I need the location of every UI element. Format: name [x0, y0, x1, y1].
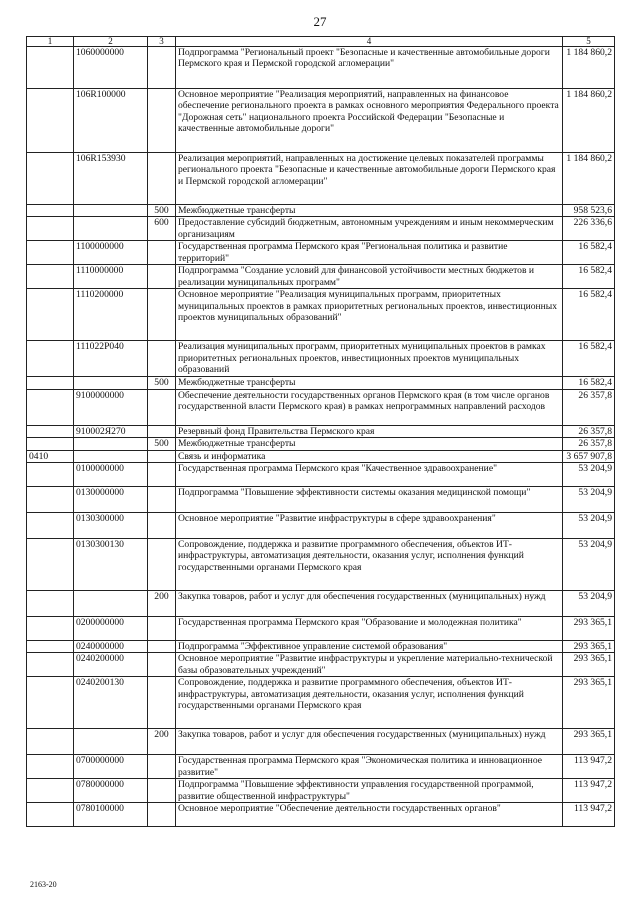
expense-type-cell — [148, 617, 176, 641]
target-article-cell: 1110000000 — [74, 265, 148, 289]
section-code-cell — [27, 47, 74, 89]
target-article-cell — [74, 205, 148, 217]
section-code-cell — [27, 617, 74, 641]
table-row — [27, 729, 615, 755]
target-article-cell — [74, 729, 148, 755]
description-cell: Подпрограмма "Эффективное управление системой образования" — [176, 641, 563, 653]
description-cell: Реализация мероприятий, направленных на достижение целевых показателей программы регионального проекта "Безопасные и качественные автомобильные дороги Пермского края и Пермской городской агломерации" — [176, 153, 563, 205]
section-code-cell — [27, 289, 74, 341]
amount-cell: 958 523,6 — [563, 205, 615, 217]
table-row — [27, 463, 615, 487]
table-row — [27, 153, 615, 205]
table-row — [27, 641, 615, 653]
column-header: 4 — [176, 37, 563, 47]
description-cell: Государственная программа Пермского края "Качественное здравоохранение" — [176, 463, 563, 487]
table-row — [27, 450, 615, 462]
section-code-cell — [27, 153, 74, 205]
expense-type-cell: 500 — [148, 377, 176, 389]
amount-cell: 26 357,8 — [563, 389, 615, 425]
description-cell: Государственная программа Пермского края "Региональная политика и развитие территорий" — [176, 241, 563, 265]
column-header: 2 — [74, 37, 148, 47]
amount-cell: 293 365,1 — [563, 677, 615, 729]
section-code-cell — [27, 205, 74, 217]
table-row — [27, 217, 615, 241]
expense-type-cell: 200 — [148, 729, 176, 755]
budget-table — [26, 36, 615, 827]
table-row — [27, 241, 615, 265]
expense-type-cell — [148, 513, 176, 539]
amount-cell: 293 365,1 — [563, 617, 615, 641]
section-code-cell — [27, 653, 74, 677]
description-cell: Закупка товаров, работ и услуг для обеспечения государственных (муниципальных) нужд — [176, 729, 563, 755]
description-cell: Государственная программа Пермского края "Образование и молодежная политика" — [176, 617, 563, 641]
table-header-row — [27, 37, 615, 47]
description-cell: Сопровождение, поддержка и развитие программного обеспечения, объектов ИТ-инфраструктуры, автоматизация деятельности, оказания услуг, исполнения функций государственными органами Пермского края — [176, 677, 563, 729]
target-article-cell: 1110200000 — [74, 289, 148, 341]
table-row — [27, 265, 615, 289]
amount-cell: 16 582,4 — [563, 265, 615, 289]
expense-type-cell — [148, 425, 176, 437]
section-code-cell — [27, 425, 74, 437]
expense-type-cell — [148, 47, 176, 89]
expense-type-cell: 500 — [148, 205, 176, 217]
section-code-cell: 0410 — [27, 450, 74, 462]
target-article-cell: 0130300130 — [74, 539, 148, 591]
target-article-cell — [74, 217, 148, 241]
amount-cell: 1 184 860,2 — [563, 47, 615, 89]
expense-type-cell — [148, 677, 176, 729]
table-row — [27, 653, 615, 677]
target-article-cell — [74, 377, 148, 389]
table-row — [27, 389, 615, 425]
description-cell: Основное мероприятие "Развитие инфраструктуры и укрепление материально-технической базы образовательных учреждений" — [176, 653, 563, 677]
description-cell: Подпрограмма "Создание условий для финансовой устойчивости местных бюджетов и реализации муниципальных программ" — [176, 265, 563, 289]
section-code-cell — [27, 89, 74, 153]
amount-cell: 26 357,8 — [563, 425, 615, 437]
amount-cell: 53 204,9 — [563, 487, 615, 513]
target-article-cell: 0780100000 — [74, 803, 148, 827]
description-cell: Подпрограмма "Региональный проект "Безопасные и качественные автомобильные дороги Пермского края и Пермской городской агломерации" — [176, 47, 563, 89]
table-body — [27, 47, 615, 827]
target-article-cell — [74, 591, 148, 617]
section-code-cell — [27, 513, 74, 539]
section-code-cell — [27, 377, 74, 389]
expense-type-cell — [148, 153, 176, 205]
section-code-cell — [27, 265, 74, 289]
target-article-cell: 0100000000 — [74, 463, 148, 487]
target-article-cell: 0700000000 — [74, 755, 148, 779]
section-code-cell — [27, 755, 74, 779]
target-article-cell: 0240200130 — [74, 677, 148, 729]
expense-type-cell: 600 — [148, 217, 176, 241]
section-code-cell — [27, 487, 74, 513]
section-code-cell — [27, 217, 74, 241]
expense-type-cell — [148, 289, 176, 341]
description-cell: Сопровождение, поддержка и развитие программного обеспечения, объектов ИТ-инфраструктуры, автоматизация деятельности, оказания услуг, исполнения функций государственными органами Пермского края — [176, 539, 563, 591]
description-cell: Закупка товаров, работ и услуг для обеспечения государственных (муниципальных) нужд — [176, 591, 563, 617]
amount-cell: 1 184 860,2 — [563, 89, 615, 153]
target-article-cell: 106R153930 — [74, 153, 148, 205]
description-cell: Основное мероприятие "Реализация муниципальных программ, приоритетных муниципальных проектов в рамках приоритетных региональных проектов, инвестиционных проектов муниципальных образований" — [176, 289, 563, 341]
amount-cell: 16 582,4 — [563, 377, 615, 389]
section-code-cell — [27, 438, 74, 450]
target-article-cell — [74, 450, 148, 462]
amount-cell: 53 204,9 — [563, 513, 615, 539]
target-article-cell: 0130000000 — [74, 487, 148, 513]
table-row — [27, 341, 615, 377]
expense-type-cell — [148, 341, 176, 377]
table-row — [27, 487, 615, 513]
expense-type-cell — [148, 653, 176, 677]
amount-cell: 16 582,4 — [563, 241, 615, 265]
amount-cell: 113 947,2 — [563, 803, 615, 827]
amount-cell: 53 204,9 — [563, 463, 615, 487]
table-row — [27, 89, 615, 153]
target-article-cell: 910002Я270 — [74, 425, 148, 437]
column-header: 1 — [27, 37, 74, 47]
expense-type-cell — [148, 755, 176, 779]
target-article-cell: 0240000000 — [74, 641, 148, 653]
amount-cell: 16 582,4 — [563, 289, 615, 341]
amount-cell: 113 947,2 — [563, 779, 615, 803]
amount-cell: 293 365,1 — [563, 653, 615, 677]
table-row — [27, 539, 615, 591]
section-code-cell — [27, 539, 74, 591]
table-row — [27, 779, 615, 803]
amount-cell: 293 365,1 — [563, 729, 615, 755]
table-row — [27, 205, 615, 217]
section-code-cell — [27, 341, 74, 377]
table-row — [27, 677, 615, 729]
amount-cell: 53 204,9 — [563, 591, 615, 617]
section-code-cell — [27, 463, 74, 487]
section-code-cell — [27, 779, 74, 803]
target-article-cell: 1100000000 — [74, 241, 148, 265]
amount-cell: 113 947,2 — [563, 755, 615, 779]
description-cell: Подпрограмма "Повышение эффективности системы оказания медицинской помощи" — [176, 487, 563, 513]
target-article-cell: 111022P040 — [74, 341, 148, 377]
description-cell: Подпрограмма "Повышение эффективности управления государственной программой, развитие общественной инфраструктуры" — [176, 779, 563, 803]
description-cell: Межбюджетные трансферты — [176, 377, 563, 389]
expense-type-cell — [148, 450, 176, 462]
description-cell: Основное мероприятие "Развитие инфраструктуры в сфере здравоохранения" — [176, 513, 563, 539]
table-row — [27, 425, 615, 437]
expense-type-cell: 500 — [148, 438, 176, 450]
table-row — [27, 438, 615, 450]
expense-type-cell — [148, 779, 176, 803]
amount-cell: 53 204,9 — [563, 539, 615, 591]
expense-type-cell — [148, 89, 176, 153]
target-article-cell: 0780000000 — [74, 779, 148, 803]
section-code-cell — [27, 677, 74, 729]
table-row — [27, 755, 615, 779]
column-header: 3 — [148, 37, 176, 47]
target-article-cell: 0240200000 — [74, 653, 148, 677]
expense-type-cell — [148, 389, 176, 425]
expense-type-cell — [148, 539, 176, 591]
expense-type-cell — [148, 641, 176, 653]
amount-cell: 293 365,1 — [563, 641, 615, 653]
table-row — [27, 513, 615, 539]
target-article-cell: 106R100000 — [74, 89, 148, 153]
expense-type-cell — [148, 487, 176, 513]
footer-code: 2163-20 — [30, 880, 57, 889]
table-row — [27, 289, 615, 341]
amount-cell: 16 582,4 — [563, 341, 615, 377]
amount-cell: 3 657 907,8 — [563, 450, 615, 462]
table-row — [27, 377, 615, 389]
section-code-cell — [27, 641, 74, 653]
amount-cell: 226 336,6 — [563, 217, 615, 241]
target-article-cell: 0130300000 — [74, 513, 148, 539]
table-row — [27, 591, 615, 617]
expense-type-cell — [148, 803, 176, 827]
description-cell: Межбюджетные трансферты — [176, 438, 563, 450]
expense-type-cell — [148, 463, 176, 487]
amount-cell: 26 357,8 — [563, 438, 615, 450]
description-cell: Основное мероприятие "Обеспечение деятельности государственных органов" — [176, 803, 563, 827]
description-cell: Резервный фонд Правительства Пермского края — [176, 425, 563, 437]
target-article-cell — [74, 438, 148, 450]
description-cell: Государственная программа Пермского края "Экономическая политика и инновационное развитие" — [176, 755, 563, 779]
table-row — [27, 617, 615, 641]
target-article-cell: 9100000000 — [74, 389, 148, 425]
page-number: 27 — [313, 14, 327, 29]
section-code-cell — [27, 803, 74, 827]
expense-type-cell — [148, 265, 176, 289]
section-code-cell — [27, 591, 74, 617]
expense-type-cell: 200 — [148, 591, 176, 617]
description-cell: Предоставление субсидий бюджетным, автономным учреждениям и иным некоммерческим организациям — [176, 217, 563, 241]
description-cell: Реализация муниципальных программ, приоритетных муниципальных проектов в рамках приоритетных региональных проектов, инвестиционных проектов муниципальных образований — [176, 341, 563, 377]
amount-cell: 1 184 860,2 — [563, 153, 615, 205]
section-code-cell — [27, 241, 74, 265]
column-header: 5 — [563, 37, 615, 47]
description-cell: Обеспечение деятельности государственных органов Пермского края (в том числе органов государственной власти Пермского края) в рамках непрограммных направлений расходов — [176, 389, 563, 425]
table-row — [27, 47, 615, 89]
target-article-cell: 1060000000 — [74, 47, 148, 89]
table-row — [27, 803, 615, 827]
description-cell: Связь и информатика — [176, 450, 563, 462]
description-cell: Основное мероприятие "Реализация мероприятий, направленных на финансовое обеспечение регионального проекта в рамках основного мероприятия Федерального проекта "Дорожная сеть" национального проекта Российской Федерации "Безопасные и качественные автомобильные дороги" — [176, 89, 563, 153]
description-cell: Межбюджетные трансферты — [176, 205, 563, 217]
expense-type-cell — [148, 241, 176, 265]
target-article-cell: 0200000000 — [74, 617, 148, 641]
section-code-cell — [27, 389, 74, 425]
section-code-cell — [27, 729, 74, 755]
